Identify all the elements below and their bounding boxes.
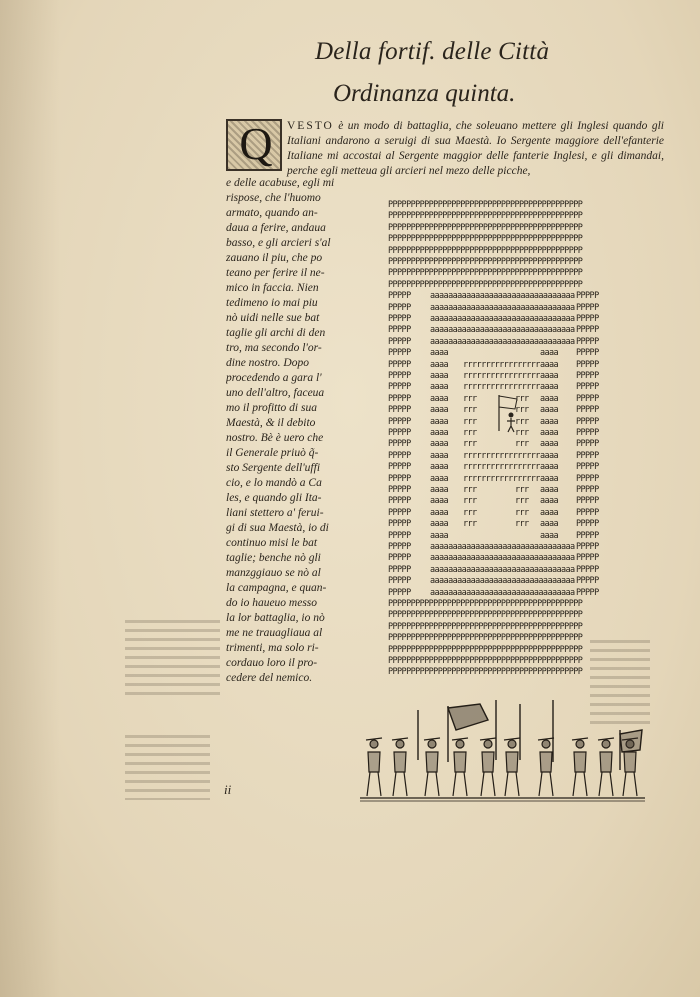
- formation-row: aaaa: [540, 371, 559, 381]
- formation-row: aaaa: [540, 496, 559, 507]
- formation-row: PPPPP: [576, 519, 599, 530]
- column-line: armato, quando an-: [226, 207, 318, 219]
- formation-row: rrr: [463, 519, 477, 530]
- standard-bearer-icon: [495, 393, 523, 433]
- formation-row: PPPPP: [388, 314, 411, 324]
- formation-row: rrr: [463, 485, 477, 495]
- column-line: cedere del nemico.: [226, 672, 313, 684]
- formation-row: aaaa: [540, 473, 559, 484]
- formation-row: PPPPP: [388, 519, 411, 530]
- column-line: rispose, che l'huomo: [226, 192, 321, 204]
- column-line: les, e quando gli Ita-: [226, 492, 322, 504]
- formation-row: aaaa: [430, 496, 449, 507]
- formation-row: PPPPP: [576, 450, 599, 461]
- column-line: continuo misi le bat: [226, 537, 318, 549]
- formation-row: PPPPP: [388, 291, 411, 302]
- formation-row: PPPPP: [576, 462, 599, 473]
- formation-row: rrrrrrrrrrrrrrrrr: [463, 371, 540, 381]
- column-line: manzggiauo se nò al: [226, 567, 321, 579]
- column-line: dine nostro. Dopo: [226, 357, 309, 369]
- formation-row: aaaaaaaaaaaaaaaaaaaaaaaaaaaaaaaa: [430, 564, 575, 575]
- formation-row: PPPPP: [576, 530, 599, 541]
- show-through-text: [125, 735, 210, 800]
- formation-row: PPPPP: [388, 302, 411, 313]
- formation-row: aaaa: [540, 462, 559, 473]
- column-line: Maestà, & il debito: [226, 417, 316, 429]
- formation-row: aaaa: [430, 416, 449, 427]
- column-line: cordauo loro il pro-: [226, 657, 318, 669]
- column-line: il Generale priuò q̃-: [226, 447, 319, 459]
- column-line: mico in faccia. Nien: [226, 282, 319, 294]
- formation-row: PPPPP: [576, 302, 599, 313]
- formation-row: PPPPP: [576, 507, 599, 518]
- formation-row: PPPPP: [576, 576, 599, 587]
- formation-row: aaaa: [430, 462, 449, 473]
- formation-row: PPPPPPPPPPPPPPPPPPPPPPPPPPPPPPPPPPPPPPPPPPP: [388, 621, 583, 632]
- formation-row: PPPPP: [388, 473, 411, 484]
- formation-row: PPPPP: [388, 576, 411, 587]
- formation-row: PPPPP: [388, 405, 411, 416]
- formation-row: aaaa: [430, 530, 449, 541]
- formation-row: aaaa: [540, 348, 559, 359]
- formation-row: PPPPP: [576, 314, 599, 324]
- column-line: basso, e gli arcieri s'al: [226, 237, 331, 249]
- formation-row: PPPPP: [576, 325, 599, 336]
- column-line: mo il profitto di sua: [226, 402, 317, 414]
- formation-row: PPPPP: [576, 473, 599, 484]
- formation-row: PPPPPPPPPPPPPPPPPPPPPPPPPPPPPPPPPPPPPPPPPPP: [388, 633, 583, 644]
- formation-row: aaaaaaaaaaaaaaaaaaaaaaaaaaaaaaaa: [430, 302, 575, 313]
- formation-row: rrr: [463, 393, 477, 404]
- formation-row: aaaa: [540, 519, 559, 530]
- formation-row: rrr: [463, 496, 477, 507]
- formation-row: aaaa: [430, 348, 449, 359]
- formation-row: rrrrrrrrrrrrrrrrr: [463, 473, 540, 484]
- formation-row: aaaa: [430, 519, 449, 530]
- column-line: tro, ma secondo l'or-: [226, 342, 322, 354]
- formation-row: PPPPP: [388, 462, 411, 473]
- column-line: tedimeno io mai piu: [226, 297, 318, 309]
- formation-row: aaaa: [430, 507, 449, 518]
- formation-row: PPPPP: [388, 553, 411, 564]
- formation-row: PPPPP: [388, 336, 411, 347]
- formation-row: PPPPPPPPPPPPPPPPPPPPPPPPPPPPPPPPPPPPPPPPPPP: [388, 644, 583, 655]
- column-line: me ne trauagliaua al: [226, 627, 323, 639]
- formation-row: PPPPP: [388, 359, 411, 370]
- formation-row: PPPPP: [388, 485, 411, 495]
- show-through-text: [125, 620, 220, 695]
- formation-row: PPPPPPPPPPPPPPPPPPPPPPPPPPPPPPPPPPPPPPPPPPP: [388, 257, 583, 267]
- formation-row: aaaa: [430, 439, 449, 450]
- formation-row: PPPPP: [576, 336, 599, 347]
- formation-row: PPPPP: [576, 564, 599, 575]
- formation-row: rrr: [463, 439, 477, 450]
- formation-row: rrr: [515, 416, 529, 427]
- formation-row: PPPPPPPPPPPPPPPPPPPPPPPPPPPPPPPPPPPPPPPPPPP: [388, 200, 583, 210]
- formation-row: PPPPP: [576, 428, 599, 438]
- formation-row: PPPPP: [388, 428, 411, 438]
- formation-row: aaaa: [540, 439, 559, 450]
- formation-row: PPPPPPPPPPPPPPPPPPPPPPPPPPPPPPPPPPPPPPPPPPP: [388, 599, 583, 609]
- formation-row: PPPPP: [576, 371, 599, 381]
- column-line: trimenti, ma solo ri-: [226, 642, 319, 654]
- formation-row: aaaa: [430, 450, 449, 461]
- soldiers-woodcut-illustration: [360, 700, 645, 805]
- formation-row: aaaa: [430, 473, 449, 484]
- formation-row: rrr: [515, 485, 529, 495]
- column-line: nò uidi nelle sue bat: [226, 312, 320, 324]
- formation-row: PPPPP: [388, 393, 411, 404]
- formation-row: aaaa: [540, 382, 559, 393]
- page-number: ii: [224, 782, 232, 797]
- formation-row: aaaaaaaaaaaaaaaaaaaaaaaaaaaaaaaa: [430, 542, 575, 552]
- formation-row: PPPPP: [388, 325, 411, 336]
- formation-row: PPPPP: [576, 587, 599, 598]
- formation-row: rrrrrrrrrrrrrrrrr: [463, 462, 540, 473]
- formation-row: aaaa: [540, 416, 559, 427]
- formation-row: PPPPP: [388, 564, 411, 575]
- formation-row: aaaa: [540, 405, 559, 416]
- formation-row: PPPPP: [576, 542, 599, 552]
- formation-row: PPPPP: [576, 439, 599, 450]
- column-line: taglie; benche nò gli: [226, 552, 321, 564]
- formation-row: aaaa: [540, 485, 559, 495]
- formation-row: PPPPP: [576, 359, 599, 370]
- formation-row: aaaa: [430, 485, 449, 495]
- formation-row: aaaa: [540, 359, 559, 370]
- formation-row: PPPPP: [388, 439, 411, 450]
- formation-row: PPPPPPPPPPPPPPPPPPPPPPPPPPPPPPPPPPPPPPPPPPP: [388, 245, 583, 256]
- column-line: teano per ferire il ne-: [226, 267, 325, 279]
- formation-row: PPPPP: [388, 507, 411, 518]
- formation-row: aaaaaaaaaaaaaaaaaaaaaaaaaaaaaaaa: [430, 325, 575, 336]
- column-line: liani stettero a' ferui-: [226, 507, 324, 519]
- formation-row: aaaa: [540, 530, 559, 541]
- formation-row: aaaa: [540, 393, 559, 404]
- formation-row: PPPPP: [388, 587, 411, 598]
- page-title: Della fortif. delle Città: [315, 38, 550, 65]
- column-line: sto Sergente dell'uffi: [226, 462, 321, 474]
- formation-row: PPPPP: [576, 485, 599, 495]
- initial-letter: Q: [239, 118, 273, 169]
- formation-row: PPPPP: [388, 542, 411, 552]
- formation-row: aaaa: [430, 382, 449, 393]
- formation-row: PPPPPPPPPPPPPPPPPPPPPPPPPPPPPPPPPPPPPPPPPPP: [388, 667, 583, 678]
- formation-row: PPPPP: [388, 416, 411, 427]
- column-line: gi di sua Maestà, io di: [226, 522, 329, 534]
- formation-row: PPPPPPPPPPPPPPPPPPPPPPPPPPPPPPPPPPPPPPPPPPP: [388, 610, 583, 621]
- formation-row: aaaa: [430, 428, 449, 438]
- formation-row: rrr: [463, 405, 477, 416]
- formation-row: aaaaaaaaaaaaaaaaaaaaaaaaaaaaaaaa: [430, 553, 575, 564]
- formation-row: aaaa: [540, 450, 559, 461]
- formation-row: aaaa: [540, 507, 559, 518]
- formation-row: PPPPP: [576, 393, 599, 404]
- formation-row: PPPPPPPPPPPPPPPPPPPPPPPPPPPPPPPPPPPPPPPPPPP: [388, 268, 583, 279]
- formation-row: PPPPPPPPPPPPPPPPPPPPPPPPPPPPPPPPPPPPPPPPPPP: [388, 234, 583, 245]
- column-line: uno dell'altro, faceua: [226, 387, 325, 399]
- formation-row: PPPPPPPPPPPPPPPPPPPPPPPPPPPPPPPPPPPPPPPPPPP: [388, 222, 583, 233]
- intro-text: è un modo di battaglia, che soleuano mettere gli Inglesi quando gli Italiani andarono a seruigi di sua Maestà. Io Sergente maggiore dell'efanterie Italiane mi accostai al Sergente maggior delle fanterie Inglesi, e gli dimandai, perche egli metteua gli arcieri nel mezo delle picche,: [287, 120, 664, 177]
- column-line: la campagna, e quan-: [226, 582, 327, 594]
- formation-row: aaaa: [430, 393, 449, 404]
- formation-row: rrr: [463, 507, 477, 518]
- formation-row: aaaa: [540, 428, 559, 438]
- column-line: do io haueuo messo: [226, 597, 318, 609]
- formation-row: rrrrrrrrrrrrrrrrr: [463, 382, 540, 393]
- formation-row: PPPPP: [388, 348, 411, 359]
- formation-row: PPPPP: [576, 405, 599, 416]
- formation-row: rrrrrrrrrrrrrrrrr: [463, 450, 540, 461]
- formation-row: PPPPP: [388, 496, 411, 507]
- formation-row: PPPPP: [576, 348, 599, 359]
- page-edge-shadow: [0, 0, 60, 997]
- formation-row: aaaa: [430, 405, 449, 416]
- formation-row: rrr: [515, 439, 529, 450]
- formation-row: aaaaaaaaaaaaaaaaaaaaaaaaaaaaaaaa: [430, 576, 575, 587]
- formation-row: PPPPPPPPPPPPPPPPPPPPPPPPPPPPPPPPPPPPPPPPPPP: [388, 211, 583, 222]
- formation-row: aaaaaaaaaaaaaaaaaaaaaaaaaaaaaaaa: [430, 314, 575, 324]
- formation-row: aaaaaaaaaaaaaaaaaaaaaaaaaaaaaaaa: [430, 587, 575, 598]
- section-title: Ordinanza quinta.: [333, 80, 516, 107]
- formation-row: PPPPP: [576, 382, 599, 393]
- formation-row: PPPPP: [576, 416, 599, 427]
- column-line: e delle acabuse, egli mi: [226, 177, 335, 189]
- formation-row: PPPPP: [576, 291, 599, 302]
- intro-lead-word: VESTO: [287, 120, 334, 132]
- column-line: daua a ferire, andaua: [226, 222, 326, 234]
- column-line: taglie gli archi di den: [226, 327, 326, 339]
- formation-row: PPPPP: [576, 553, 599, 564]
- column-line: cio, e lo mandò a Ca: [226, 477, 322, 489]
- formation-row: aaaaaaaaaaaaaaaaaaaaaaaaaaaaaaaa: [430, 291, 575, 302]
- formation-row: aaaa: [430, 359, 449, 370]
- formation-row: rrr: [515, 405, 529, 416]
- column-line: la lor battaglia, io nò: [226, 612, 325, 624]
- formation-row: rrr: [515, 519, 529, 530]
- formation-row: rrr: [463, 428, 477, 438]
- formation-row: rrr: [515, 507, 529, 518]
- body-column: [226, 176, 344, 686]
- formation-row: PPPPP: [388, 382, 411, 393]
- formation-row: rrr: [515, 393, 529, 404]
- formation-row: PPPPP: [388, 450, 411, 461]
- formation-row: PPPPPPPPPPPPPPPPPPPPPPPPPPPPPPPPPPPPPPPPPPP: [388, 656, 583, 666]
- formation-row: PPPPP: [388, 371, 411, 381]
- formation-row: rrr: [515, 496, 529, 507]
- column-line: nostro. Bè è uero che: [226, 432, 324, 444]
- formation-row: aaaa: [430, 371, 449, 381]
- formation-row: PPPPP: [576, 496, 599, 507]
- formation-row: rrr: [515, 428, 529, 438]
- formation-row: rrr: [463, 416, 477, 427]
- formation-row: PPPPPPPPPPPPPPPPPPPPPPPPPPPPPPPPPPPPPPPPPPP: [388, 279, 583, 290]
- formation-row: rrrrrrrrrrrrrrrrr: [463, 359, 540, 370]
- intro-paragraph: [287, 119, 664, 179]
- formation-row: aaaaaaaaaaaaaaaaaaaaaaaaaaaaaaaa: [430, 336, 575, 347]
- column-line: procedendo a gara l': [226, 372, 322, 384]
- column-line: zauano il piu, che po: [226, 252, 323, 264]
- formation-row: PPPPP: [388, 530, 411, 541]
